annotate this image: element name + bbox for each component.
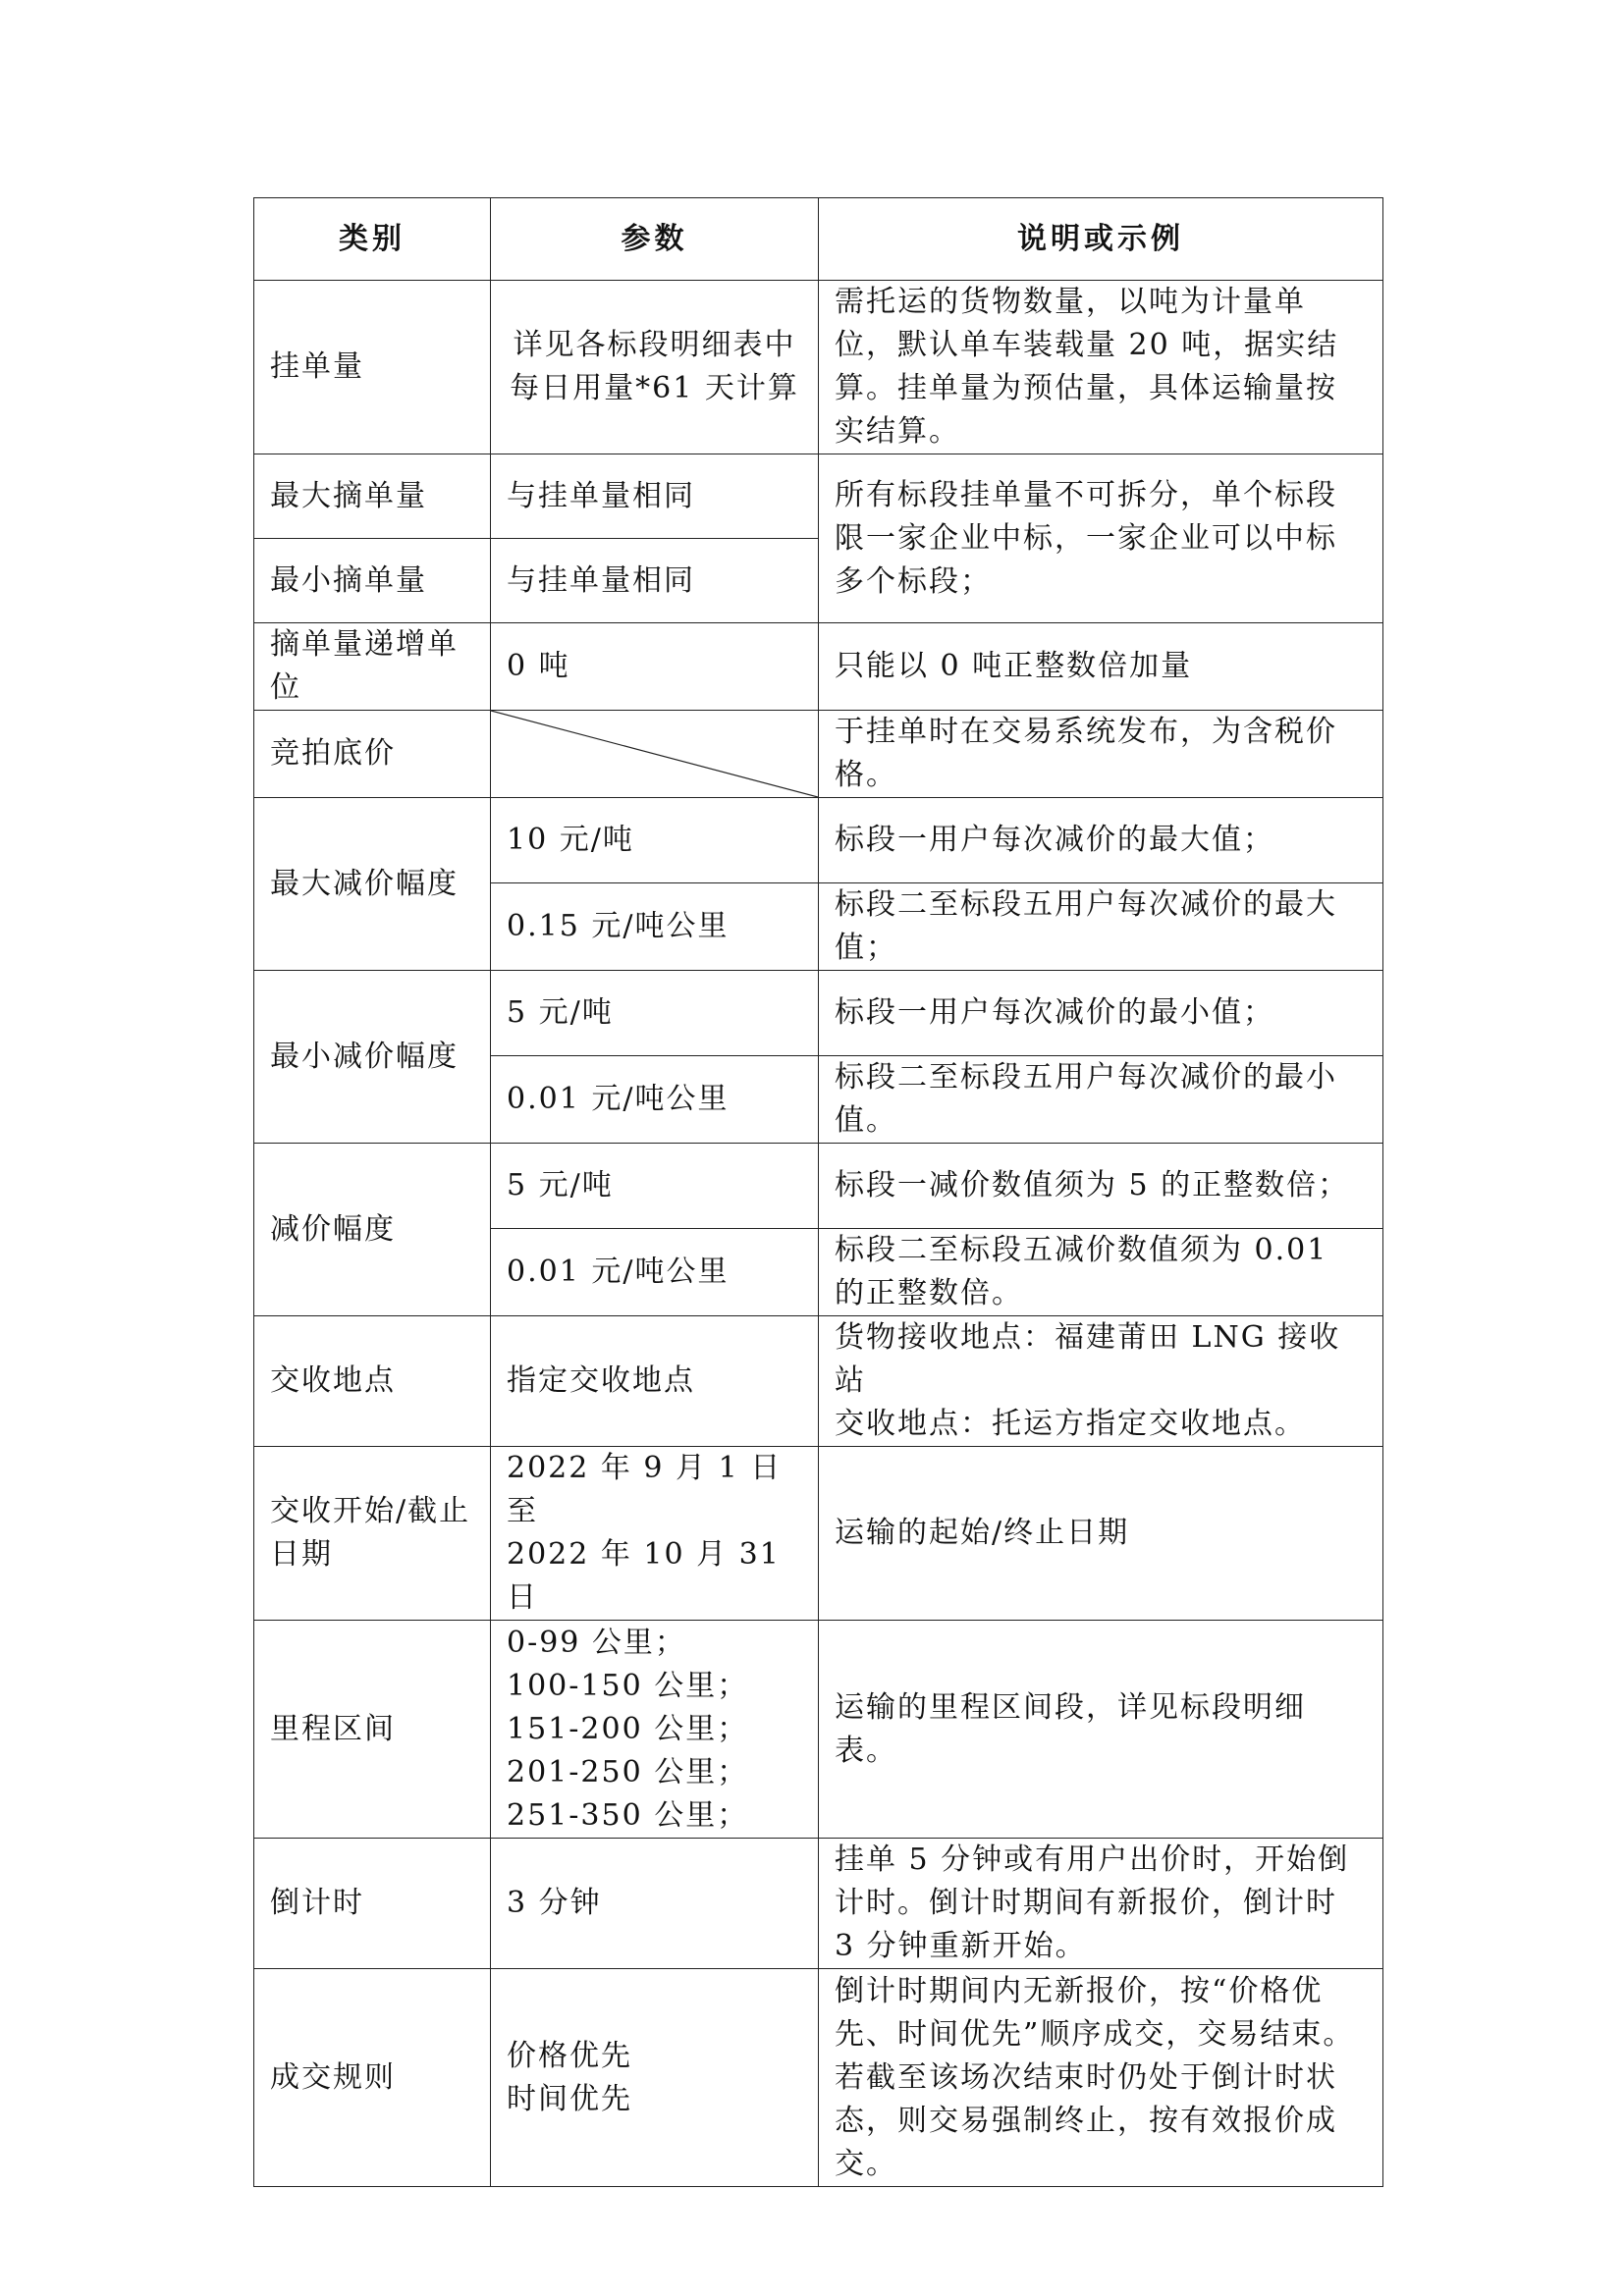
row-param [491, 1621, 819, 1839]
param-line: 100-150 公里； [507, 1668, 749, 1703]
param-line: 151-200 公里； [507, 1711, 749, 1746]
table-row [254, 711, 1383, 798]
row-desc: 运输的里程区间段，详见标段明细表。 [819, 1621, 1383, 1839]
row-desc: 标段二至标段五用户每次减价的最小值。 [819, 1056, 1383, 1144]
param-line: 201-250 公里； [507, 1754, 749, 1789]
table-row [254, 1621, 1383, 1839]
param-line: 2022 年 9 月 1 日至 [507, 1451, 783, 1528]
table-row [254, 454, 1383, 539]
param-line: 2022 年 10 月 31 日 [507, 1537, 781, 1615]
row-desc: 需托运的货物数量，以吨为计量单位，默认单车装载量 20 吨，据实结算。挂单量为预估量，具体运输量按实结算。 [819, 281, 1383, 454]
row-param: 5 元/吨 [491, 971, 819, 1056]
row-param-empty-diagonal [491, 711, 819, 798]
param-line: 每日用量*61 天计算 [510, 371, 799, 405]
row-param: 3 分钟 [491, 1839, 819, 1969]
row-desc-merged: 所有标段挂单量不可拆分，单个标段限一家企业中标，一家企业可以中标多个标段； [819, 454, 1383, 623]
table-row [254, 623, 1383, 711]
row-desc: 挂单 5 分钟或有用户出价时，开始倒计时。倒计时期间有新报价，倒计时 3 分钟重新开始。 [819, 1839, 1383, 1969]
diagonal-slash [491, 711, 818, 797]
row-category: 竞拍底价 [254, 711, 491, 798]
row-category: 成交规则 [254, 1969, 491, 2187]
param-line: 时间优先 [507, 2081, 632, 2116]
row-param: 5 元/吨 [491, 1144, 819, 1229]
row-desc: 标段二至标段五用户每次减价的最大值； [819, 883, 1383, 971]
row-desc: 于挂单时在交易系统发布，为含税价格。 [819, 711, 1383, 798]
table-row [254, 1969, 1383, 2187]
table-row [254, 1144, 1383, 1229]
header-param: 参数 [491, 198, 819, 281]
row-desc: 标段一用户每次减价的最大值； [819, 798, 1383, 883]
table-row [254, 971, 1383, 1056]
row-category: 交收地点 [254, 1316, 491, 1447]
row-param [491, 281, 819, 454]
row-category: 交收开始/截止日期 [254, 1447, 491, 1621]
row-category: 里程区间 [254, 1621, 491, 1839]
row-category: 最小减价幅度 [254, 971, 491, 1144]
row-param: 10 元/吨 [491, 798, 819, 883]
desc-line: 交收地点：托运方指定交收地点。 [835, 1407, 1306, 1441]
table-row [254, 1447, 1383, 1621]
row-category: 挂单量 [254, 281, 491, 454]
row-param: 0.01 元/吨公里 [491, 1229, 819, 1316]
param-line: 0-99 公里； [507, 1625, 686, 1660]
row-param [491, 1447, 819, 1621]
table-header-row [254, 198, 1383, 281]
table-row [254, 1839, 1383, 1969]
row-category: 摘单量递增单位 [254, 623, 491, 711]
row-category: 最大摘单量 [254, 454, 491, 539]
row-category: 最大减价幅度 [254, 798, 491, 971]
desc-line: 货物接收地点：福建莆田 LNG 接收站 [835, 1320, 1341, 1398]
row-param: 0.01 元/吨公里 [491, 1056, 819, 1144]
row-param: 指定交收地点 [491, 1316, 819, 1447]
row-category: 倒计时 [254, 1839, 491, 1969]
header-desc: 说明或示例 [819, 198, 1383, 281]
param-line: 251-350 公里； [507, 1797, 749, 1833]
row-category: 最小摘单量 [254, 539, 491, 623]
row-desc: 标段二至标段五减价数值须为 0.01 的正整数倍。 [819, 1229, 1383, 1316]
row-category: 减价幅度 [254, 1144, 491, 1316]
table-row [254, 798, 1383, 883]
row-desc: 倒计时期间内无新报价，按“价格优先、时间优先”顺序成交，交易结束。若截至该场次结束时仍处于倒计时状态，则交易强制终止，按有效报价成交。 [819, 1969, 1383, 2187]
row-desc: 标段一用户每次减价的最小值； [819, 971, 1383, 1056]
header-category: 类别 [254, 198, 491, 281]
row-desc: 只能以 0 吨正整数倍加量 [819, 623, 1383, 711]
row-desc [819, 1316, 1383, 1447]
table-row [254, 1316, 1383, 1447]
row-desc: 标段一减价数值须为 5 的正整数倍； [819, 1144, 1383, 1229]
row-desc: 运输的起始/终止日期 [819, 1447, 1383, 1621]
table-row [254, 281, 1383, 454]
row-param: 与挂单量相同 [491, 454, 819, 539]
row-param: 0 吨 [491, 623, 819, 711]
row-param [491, 1969, 819, 2187]
param-line: 详见各标段明细表中 [513, 328, 796, 362]
rules-table [253, 197, 1383, 2187]
row-param: 0.15 元/吨公里 [491, 883, 819, 971]
param-line: 价格优先 [507, 2038, 632, 2073]
row-param: 与挂单量相同 [491, 539, 819, 623]
